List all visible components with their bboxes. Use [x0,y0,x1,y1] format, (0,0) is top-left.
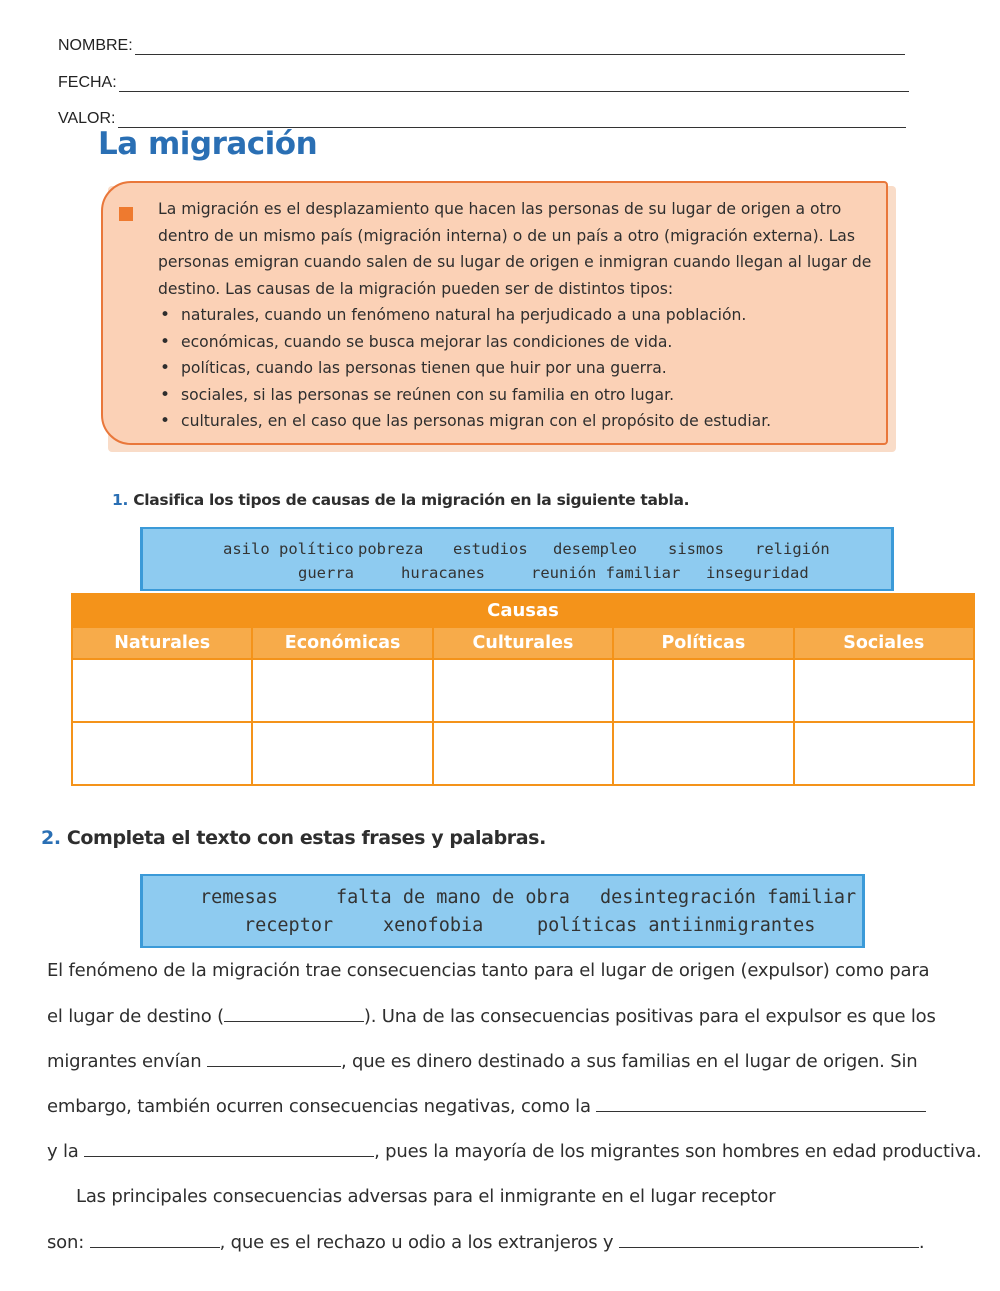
cloze-line-4 [47,1096,959,1117]
word-chip[interactable]: remesas [200,887,278,908]
drop-cell[interactable] [252,659,432,722]
word-chip[interactable]: guerra [298,564,354,582]
table-row [72,659,974,722]
word-chip[interactable]: desintegración familiar [600,887,857,908]
cloze-line-2 [47,1006,959,1027]
cloze-text: el lugar de destino ( [47,1006,224,1027]
exercise-1-text: Clasifica los tipos de causas de la migración en la siguiente tabla. [133,491,690,509]
name-field[interactable] [58,37,905,55]
word-chip[interactable]: receptor [244,915,334,936]
answer-blank-5[interactable] [90,1234,220,1248]
list-item: • sociales, si las personas se reúnen con su familia en otro lugar. [158,382,883,409]
drop-cell[interactable] [794,659,974,722]
column-header: Económicas [252,627,432,659]
causes-list [158,302,883,435]
answer-blank-2[interactable] [207,1053,341,1067]
page-title: La migración [98,126,318,162]
column-header: Culturales [433,627,613,659]
answer-blank-6[interactable] [619,1234,919,1248]
cloze-line-7 [47,1232,959,1253]
drop-cell[interactable] [433,659,613,722]
table-caption: Causas [72,594,974,627]
exercise-1-number: 1. [112,491,129,509]
column-header: Políticas [613,627,793,659]
word-chip[interactable]: religión [755,540,830,558]
table-row [72,722,974,785]
word-chip[interactable]: desempleo [553,540,637,558]
exercise-1-instruction [112,491,689,509]
list-item: • económicas, cuando se busca mejorar las condiciones de vida. [158,329,883,356]
cloze-text: migrantes envían [47,1051,207,1072]
word-chip[interactable]: huracanes [401,564,485,582]
cloze-line-1 [47,960,959,981]
exercise-2-number: 2. [41,827,61,849]
word-bank-2 [140,874,865,948]
name-label: NOMBRE: [58,37,133,54]
cloze-text: son: [47,1232,90,1253]
answer-blank-1[interactable] [224,1008,364,1022]
word-chip[interactable]: sismos [668,540,724,558]
cloze-text: El fenómeno de la migración trae consecuencias tanto para el lugar de origen (expulsor) como para [47,960,930,981]
cloze-line-5 [47,1141,982,1162]
column-header: Naturales [72,627,252,659]
date-field[interactable] [58,74,909,92]
answer-blank-3[interactable] [596,1098,926,1112]
cloze-text: ). Una de las consecuencias positivas para el expulsor es que los [363,1006,936,1027]
list-item: • naturales, cuando un fenómeno natural ha perjudicado a una población. [158,302,883,329]
cloze-text: , pues la mayoría de los migrantes son hombres en edad productiva. [374,1141,982,1162]
exercise-2-instruction [41,827,546,849]
drop-cell[interactable] [252,722,432,785]
cloze-text: . [918,1232,925,1253]
name-blank[interactable] [135,41,905,55]
info-intro: La migración es el desplazamiento que hacen las personas de su lugar de origen a otro dentro de un mismo país (migración interna) o de un país a otro (migración externa). Las personas emigran cuando salen de su lugar de origen e inmigran cuando llegan al lugar de destino. Las causas de la migración pueden ser de distintos tipos: [158,200,872,298]
cloze-text: embargo, también ocurren consecuencias negativas, como la [47,1096,597,1117]
word-chip[interactable]: reunión familiar [531,564,681,582]
drop-cell[interactable] [72,722,252,785]
word-chip[interactable]: xenofobia [383,915,484,936]
answer-blank-4[interactable] [84,1143,374,1157]
list-item: • culturales, en el caso que las personas migran con el propósito de estudiar. [158,408,883,435]
cloze-text: y la [47,1141,85,1162]
drop-cell[interactable] [613,722,793,785]
word-bank-1 [140,527,894,591]
cloze-text: , que es dinero destinado a sus familias en el lugar de origen. Sin [340,1051,918,1072]
cloze-line-3 [47,1051,959,1072]
drop-cell[interactable] [613,659,793,722]
column-header: Sociales [794,627,974,659]
drop-cell[interactable] [794,722,974,785]
drop-cell[interactable] [433,722,613,785]
word-chip[interactable]: estudios [453,540,528,558]
cloze-text: Las principales consecuencias adversas para el inmigrante en el lugar receptor [76,1186,776,1207]
causes-table [71,593,975,786]
word-chip[interactable]: falta de mano de obra [336,887,570,908]
word-chip[interactable]: políticas antiinmigrantes [537,915,816,936]
exercise-2-text: Completa el texto con estas frases y palabras. [66,827,546,849]
square-bullet-icon [119,207,133,221]
word-chip[interactable]: inseguridad [706,564,809,582]
word-chip[interactable]: pobreza [358,540,424,558]
info-text [158,196,883,435]
drop-cell[interactable] [72,659,252,722]
cloze-text: , que es el rechazo u odio a los extranjeros y [219,1232,619,1253]
list-item: • políticas, cuando las personas tienen que huir por una guerra. [158,355,883,382]
value-label: VALOR: [58,110,116,127]
date-label: FECHA: [58,74,117,91]
cloze-line-6 [76,1186,988,1207]
word-chip[interactable]: asilo político [223,540,354,558]
date-blank[interactable] [119,78,909,92]
